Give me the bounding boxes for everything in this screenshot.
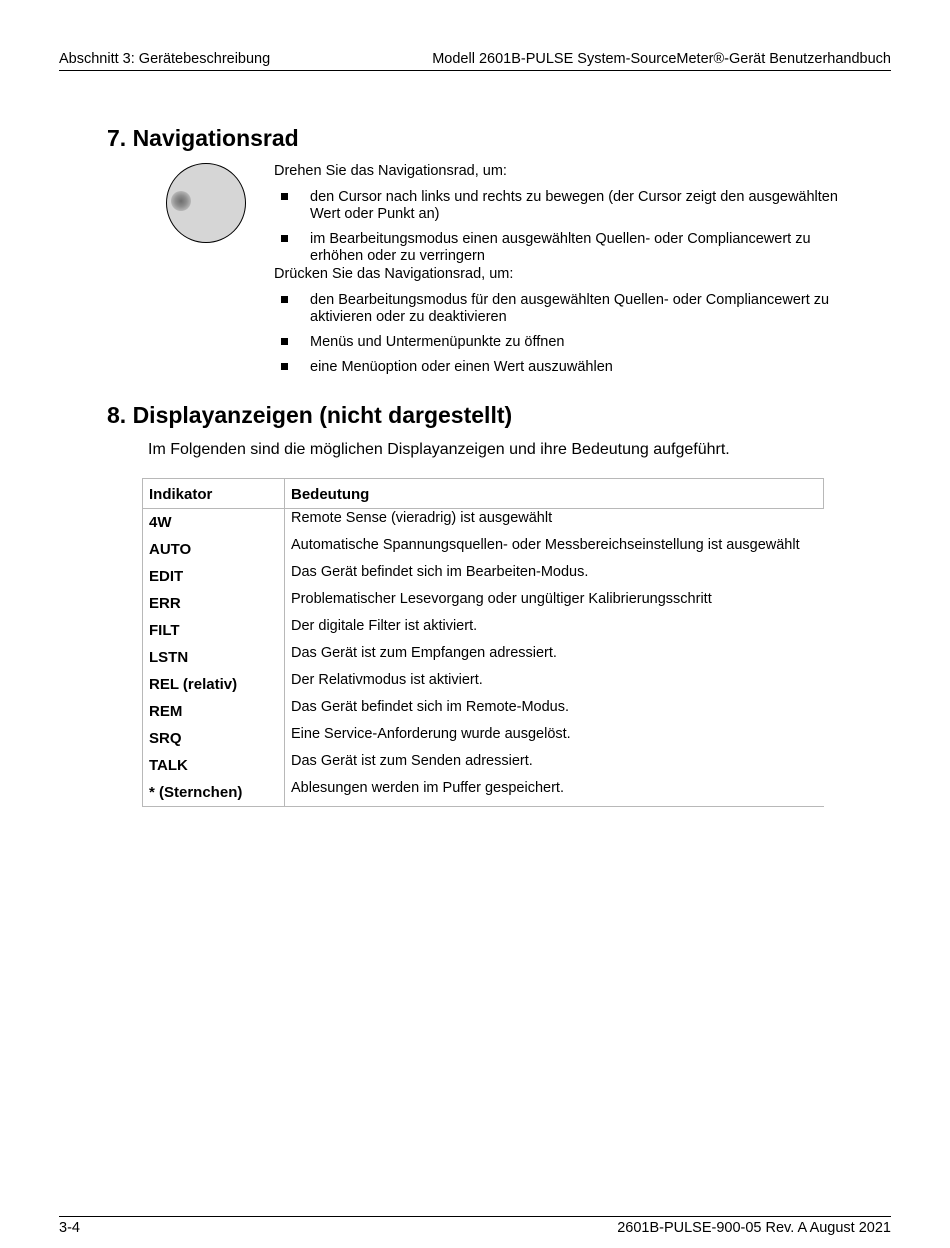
navigation-wheel-illustration	[166, 163, 246, 243]
section-8-intro: Im Folgenden sind die möglichen Displayanzeigen und ihre Bedeutung aufgeführt.	[148, 441, 730, 458]
bullet-icon	[281, 338, 288, 345]
meaning-cell: Der digitale Filter ist aktiviert.	[291, 618, 478, 634]
meaning-cell: Remote Sense (vieradrig) ist ausgewählt	[291, 510, 553, 526]
table-header-row	[143, 479, 824, 509]
indicator-cell: 4W	[143, 509, 285, 537]
indicator-cell: TALK	[143, 752, 285, 779]
meaning-cell: Das Gerät befindet sich im Remote-Modus.	[291, 699, 570, 715]
bullet-icon	[281, 235, 288, 242]
indicator-cell: * (Sternchen)	[143, 779, 285, 807]
indicator-cell: LSTN	[143, 644, 285, 671]
section-7-title: 7. Navigationsrad	[107, 125, 299, 151]
table-row	[143, 536, 824, 563]
list-item: eine Menüoption oder einen Wert auszuwählen	[274, 359, 854, 376]
indicator-cell: FILT	[143, 617, 285, 644]
header-manual-title: Modell 2601B-PULSE System-SourceMeter®-Gerät Benutzerhandbuch	[432, 51, 891, 67]
bullet-icon	[281, 193, 288, 200]
indicator-cell: EDIT	[143, 563, 285, 590]
page-number: 3-4	[59, 1220, 80, 1236]
bullet-icon	[281, 296, 288, 303]
list-item: Menüs und Untermenüpunkte zu öffnen	[274, 334, 854, 351]
indicator-cell: ERR	[143, 590, 285, 617]
table-row	[143, 644, 824, 671]
table-row	[143, 590, 824, 617]
column-header-indikator: Indikator	[143, 479, 285, 509]
meaning-cell: Ablesungen werden im Puffer gespeichert.	[285, 779, 824, 807]
list-item: den Bearbeitungsmodus für den ausgewählten Quellen- oder Compliancewert zu aktivieren oder zu deaktivieren	[274, 292, 854, 326]
table-row	[143, 779, 824, 807]
meaning-cell: Automatische Spannungsquellen- oder Messbereichseinstellung ist ausgewählt	[291, 537, 800, 553]
table-row	[143, 509, 824, 537]
navigation-wheel-dimple	[171, 191, 191, 211]
indicator-cell: SRQ	[143, 725, 285, 752]
navigation-wheel-description	[274, 163, 854, 376]
column-header-bedeutung: Bedeutung	[285, 479, 824, 509]
footer-divider	[59, 1216, 891, 1217]
table-row	[143, 698, 824, 725]
meaning-cell: Problematischer Lesevorgang oder ungültiger Kalibrierungsschritt	[291, 591, 712, 607]
indicator-cell: REL (relativ)	[143, 671, 285, 698]
table-row	[143, 617, 824, 644]
table-row	[143, 752, 824, 779]
meaning-cell: Eine Service-Anforderung wurde ausgelöst.	[291, 726, 571, 742]
indicator-cell: REM	[143, 698, 285, 725]
list-item: im Bearbeitungsmodus einen ausgewählten Quellen- oder Compliancewert zu erhöhen oder zu verringern	[274, 231, 854, 265]
indicator-table	[142, 478, 824, 807]
section-8-title: 8. Displayanzeigen (nicht dargestellt)	[107, 402, 513, 428]
meaning-cell: Das Gerät befindet sich im Bearbeiten-Modus.	[291, 564, 589, 580]
meaning-cell: Das Gerät ist zum Senden adressiert.	[291, 753, 533, 769]
meaning-cell: Das Gerät ist zum Empfangen adressiert.	[291, 645, 557, 661]
bullet-icon	[281, 363, 288, 370]
table-row	[143, 725, 824, 752]
rotate-intro: Drehen Sie das Navigationsrad, um:	[274, 163, 507, 179]
press-intro: Drücken Sie das Navigationsrad, um:	[274, 266, 514, 282]
document-revision: 2601B-PULSE-900-05 Rev. A August 2021	[617, 1220, 891, 1236]
list-item: den Cursor nach links und rechts zu bewegen (der Cursor zeigt den ausgewählten Wert oder Punkt an)	[274, 189, 854, 223]
table-row	[143, 563, 824, 590]
meaning-cell: Der Relativmodus ist aktiviert.	[291, 672, 483, 688]
header-section-label: Abschnitt 3: Gerätebeschreibung	[59, 51, 271, 67]
indicator-cell: AUTO	[143, 536, 285, 563]
table-row	[143, 671, 824, 698]
page-header	[59, 51, 891, 71]
